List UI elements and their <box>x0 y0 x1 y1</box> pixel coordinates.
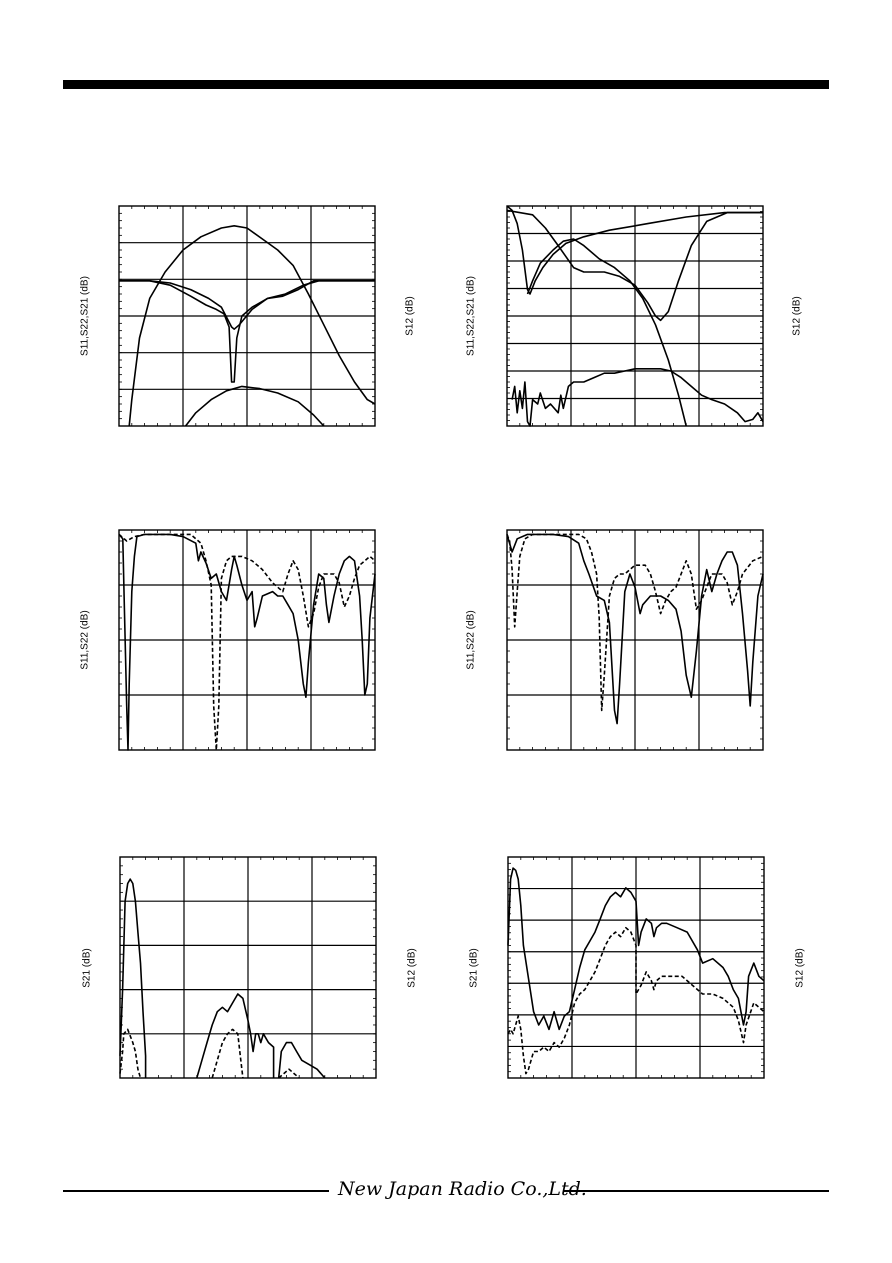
series-line-6 <box>279 1069 300 1078</box>
graph-1 <box>119 206 375 426</box>
series-line-4 <box>512 369 763 426</box>
graph-6 <box>508 857 764 1078</box>
graph-2 <box>507 206 763 426</box>
y-axis-label-right: S12 (dB) <box>406 947 418 988</box>
series-line-1 <box>129 226 375 426</box>
y-axis-label-left: S11,S22,S21 (dB) <box>79 276 91 356</box>
header-bar <box>63 80 829 89</box>
series-line-4 <box>212 1029 243 1078</box>
graph-2-svg <box>507 206 763 426</box>
footer-rule-right <box>563 1190 829 1192</box>
y-axis-label-right: S12 (dB) <box>404 296 416 336</box>
y-axis-label-left: S11,S22 (dB) <box>465 610 477 670</box>
y-axis-label-left: S21 (dB) <box>81 947 93 988</box>
graph-6-svg <box>508 857 764 1078</box>
graph-5-svg <box>120 857 376 1078</box>
graph-1-svg <box>119 206 375 426</box>
graph-4 <box>507 530 763 750</box>
y-axis-label-left: S11,S22,S21 (dB) <box>465 276 477 356</box>
series-line-1 <box>120 879 146 1078</box>
footer-rule-left <box>63 1190 329 1192</box>
y-axis-label-left: S11,S22 (dB) <box>79 610 91 670</box>
y-axis-label-right: S12 (dB) <box>794 947 806 988</box>
series-line-2 <box>120 1029 141 1078</box>
graph-3-svg <box>119 530 375 750</box>
company-logo-text: New Japan Radio Co.,Ltd. <box>338 1178 587 1200</box>
y-axis-label-left: S21 (dB) <box>468 947 480 988</box>
y-axis-label-right: S12 (dB) <box>791 296 803 336</box>
series-line-3 <box>197 994 274 1078</box>
graph-5 <box>120 857 376 1078</box>
graph-3 <box>119 530 375 750</box>
graph-4-svg <box>507 530 763 750</box>
series-line-4 <box>186 386 324 426</box>
